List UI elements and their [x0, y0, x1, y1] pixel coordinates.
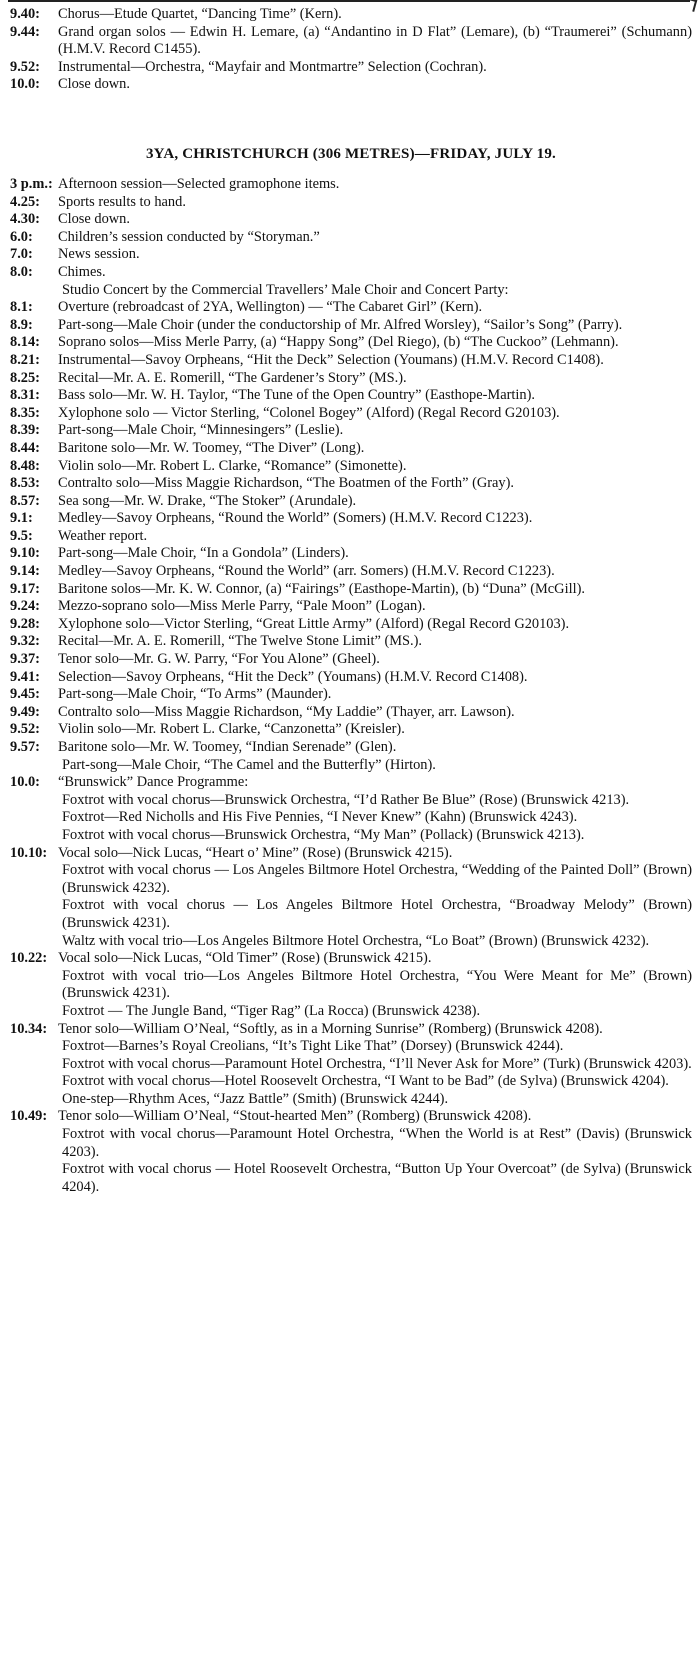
programme-text: Tenor solo—Mr. G. W. Parry, “For You Alone” (Gheel). [58, 651, 380, 668]
previous-programme-item [10, 6, 692, 24]
time-label: 8.14: [10, 334, 40, 351]
time-label: 4.25: [10, 193, 40, 210]
time-label: 9.57: [10, 739, 40, 755]
time-label: 8.21: [10, 351, 40, 368]
programme-item [10, 581, 692, 599]
programme-item [10, 440, 692, 458]
programme-text: Baritone solos—Mr. K. W. Connor, (a) “Fairings” (Easthope-Martin), (b) “Duna” (McGill). [58, 580, 585, 597]
programme-item [10, 809, 692, 827]
programme-text: Afternoon session—Selected gramophone items. [58, 176, 340, 192]
programme-text: News session. [58, 246, 140, 263]
programme-text: Medley—Savoy Orpheans, “Round the World” (Somers) (H.M.V. Record C1223). [58, 510, 533, 527]
time-label: 8.25: [10, 369, 40, 386]
programme-item [10, 317, 692, 335]
programme-text: Baritone solo—Mr. W. Toomey, “Indian Serenade” (Glen). [58, 739, 397, 755]
previous-programme-item [10, 24, 692, 59]
programme-text: Xylophone solo—Victor Sterling, “Great Little Army” (Alford) (Regal Record G20103). [58, 615, 570, 632]
programme-text: Foxtrot with vocal chorus — Los Angeles Biltmore Hotel Orchestra, “Broadway Melody” (Brown) (Brunswick 4231). [62, 897, 692, 931]
time-label: 9.17: [10, 580, 40, 597]
programme-text: Foxtrot with vocal chorus—Brunswick Orchestra, “I’d Rather Be Blue” (Rose) (Brunswick 4213). [62, 791, 630, 808]
time-label: 10.34: [10, 1020, 48, 1037]
programme-text: Soprano solos—Miss Merle Parry, (a) “Happy Song” (Del Riego), (b) “The Cuckoo” (Lehmann). [58, 334, 619, 351]
programme-text: Grand organ solos — Edwin H. Lemare, (a) “Andantino in D Flat” (Lemare), (b) “Traumerei” (Schumann) (H.M.V. Record C1455). [58, 23, 692, 58]
time-label: 9.40: [10, 6, 40, 22]
programme-item [10, 1091, 692, 1109]
programme-item [10, 545, 692, 563]
programme-text: Xylophone solo — Victor Sterling, “Colonel Bogey” (Alford) (Regal Record G20103). [58, 404, 560, 421]
programme-item [10, 950, 692, 968]
programme-item [10, 598, 692, 616]
time-label: 4.30: [10, 211, 40, 228]
time-label: 10.0: [10, 774, 40, 791]
time-label: 8.48: [10, 457, 40, 474]
programme-text: Baritone solo—Mr. W. Toomey, “The Diver” (Long). [58, 439, 365, 456]
programme-text: Studio Concert by the Commercial Travellers’ Male Choir and Concert Party: [62, 281, 509, 298]
time-label: 8.1: [10, 299, 33, 316]
time-label: 7.0: [10, 246, 33, 263]
programme-item [10, 633, 692, 651]
programme-item [10, 704, 692, 722]
time-label: 8.31: [10, 387, 40, 404]
programme-text: Close down. [58, 76, 130, 93]
time-label: 8.9: [10, 316, 33, 333]
time-label: 9.37: [10, 651, 40, 668]
programme-text: Medley—Savoy Orpheans, “Round the World” (arr. Somers) (H.M.V. Record C1223). [58, 563, 555, 580]
time-label: 9.14: [10, 563, 40, 580]
programme-item [10, 686, 692, 704]
station-heading: 3YA, CHRISTCHURCH (306 METRES)—FRIDAY, JULY 19. [145, 146, 557, 162]
programme-text: Foxtrot with vocal trio—Los Angeles Biltmore Hotel Orchestra, “You Were Meant for Me” (Brown) (Brunswick 4231). [62, 967, 692, 1002]
programme-item [10, 352, 692, 370]
programme-item [10, 968, 692, 1003]
programme-text: Part-song—Male Choir, “Minnesingers” (Leslie). [58, 422, 344, 439]
programme-item [10, 1056, 692, 1074]
programme-item [10, 792, 692, 810]
programme-text: Foxtrot with vocal chorus — Hotel Roosevelt Orchestra, “Button Up Your Overcoat” (de Sylva) (Brunswick 4204). [62, 1161, 692, 1195]
programme-text: Part-song—Male Choir, “To Arms” (Maunder). [58, 686, 332, 703]
programme-text: Overture (rebroadcast of 2YA, Wellington) — “The Cabaret Girl” (Kern). [58, 299, 483, 316]
previous-programme-item [10, 76, 692, 94]
programme-text: Violin solo—Mr. Robert L. Clarke, “Canzonetta” (Kreisler). [58, 721, 405, 738]
programme-text: Instrumental—Orchestra, “Mayfair and Montmartre” Selection (Cochran). [58, 58, 487, 75]
programme-text: Close down. [58, 211, 130, 228]
time-label: 9.28: [10, 615, 40, 632]
programme-text: Chorus—Etude Quartet, “Dancing Time” (Kern). [58, 6, 342, 22]
programme-text: Weather report. [58, 527, 148, 544]
programme-text: Foxtrot with vocal chorus—Paramount Hotel Orchestra, “I’ll Never Ask for More” (Turk) (Brunswick 4203). [62, 1055, 692, 1072]
programme-text: Chimes. [58, 263, 106, 280]
programme-item [10, 370, 692, 388]
programme-item [10, 405, 692, 423]
programme-text: “Brunswick” Dance Programme: [58, 774, 249, 791]
programme-item [10, 669, 692, 687]
programme-text: Tenor solo—William O’Neal, “Softly, as in a Morning Sunrise” (Romberg) (Brunswick 4208). [58, 1020, 603, 1037]
time-label: 8.53: [10, 475, 40, 492]
time-label: 9.24: [10, 598, 40, 615]
programme-item [10, 1126, 692, 1161]
time-label: 9.10: [10, 545, 40, 562]
programme-text: Mezzo-soprano solo—Miss Merle Parry, “Pale Moon” (Logan). [58, 598, 426, 615]
programme-text: Foxtrot with vocal chorus—Hotel Roosevelt Orchestra, “I Want to be Bad” (de Sylva) (Brunswick 4204). [62, 1073, 669, 1090]
programme-text: Foxtrot with vocal chorus—Paramount Hotel Orchestra, “When the World is at Rest” (Davis) (Brunswick 4203). [62, 1126, 692, 1160]
time-label: 9.52: [10, 721, 40, 738]
time-label: 8.0: [10, 263, 33, 280]
programme-item [10, 827, 692, 845]
programme-item [10, 933, 692, 951]
programme-text: Recital—Mr. A. E. Romerill, “The Twelve Stone Limit” (MS.). [58, 633, 423, 650]
top-rule [8, 0, 690, 2]
programme-item [10, 774, 692, 792]
programme-text: Foxtrot—Red Nicholls and His Five Pennies, “I Never Knew” (Kahn) (Brunswick 4243). [62, 809, 578, 826]
programme-item [10, 493, 692, 511]
programme-text: Contralto solo—Miss Maggie Richardson, “My Laddie” (Thayer, arr. Lawson). [58, 703, 515, 720]
programme-item [10, 1108, 692, 1126]
programme-item [10, 475, 692, 493]
programme-item [10, 1073, 692, 1091]
programme-item [10, 1038, 692, 1056]
time-label: 10.49: [10, 1108, 48, 1125]
previous-programme-item [10, 59, 692, 77]
time-label: 8.44: [10, 439, 40, 456]
programme-item [10, 1161, 692, 1196]
programme-text: Bass solo—Mr. W. H. Taylor, “The Tune of the Open Country” (Easthope-Martin). [58, 387, 535, 404]
programme-item [10, 1003, 692, 1021]
programme-text: Foxtrot with vocal chorus — Los Angeles Biltmore Hotel Orchestra, “Wedding of the Painted Doll” (Brown) (Brunswick 4232). [62, 862, 692, 896]
programme-item [10, 229, 692, 247]
programme-text: Part-song—Male Choir, “In a Gondola” (Linders). [58, 545, 349, 562]
time-label: 8.57: [10, 492, 40, 509]
programme-text: Selection—Savoy Orpheans, “Hit the Deck” (Youmans) (H.M.V. Record C1408). [58, 668, 528, 685]
programme-item [10, 897, 692, 932]
programme-item [10, 194, 692, 212]
time-label: 6.0: [10, 228, 33, 245]
programme-text: Violin solo—Mr. Robert L. Clarke, “Romance” (Simonette). [58, 457, 407, 474]
programme-text: Waltz with vocal trio—Los Angeles Biltmore Hotel Orchestra, “Lo Boat” (Brown) (Brunswick 4232). [62, 932, 650, 949]
time-label: 9.5: [10, 527, 33, 544]
programme-text: Sports results to hand. [58, 193, 186, 210]
programme-text: Contralto solo—Miss Maggie Richardson, “The Boatmen of the Forth” (Gray). [58, 475, 515, 492]
time-label: 9.52: [10, 58, 40, 75]
programme-item [10, 211, 692, 229]
time-label: 9.1: [10, 510, 33, 527]
programme-item [10, 387, 692, 405]
programme-item [10, 176, 692, 194]
programme-text: Vocal solo—Nick Lucas, “Heart o’ Mine” (Rose) (Brunswick 4215). [58, 844, 453, 861]
programme-text: Recital—Mr. A. E. Romerill, “The Gardener’s Story” (MS.). [58, 369, 407, 386]
previous-station-section [10, 6, 692, 94]
programme-item [10, 739, 692, 757]
programme-item [10, 563, 692, 581]
programme-item [10, 862, 692, 897]
programme-item [10, 299, 692, 317]
programme-text: Part-song—Male Choir (under the conductorship of Mr. Alfred Worsley), “Sailor’s Song” (Parry). [58, 316, 623, 333]
time-label: 8.35: [10, 404, 40, 421]
programme-text: Instrumental—Savoy Orpheans, “Hit the Deck” Selection (Youmans) (H.M.V. Record C1408). [58, 351, 604, 368]
programme-item [10, 246, 692, 264]
time-label: 10.22: [10, 950, 48, 967]
time-label: 9.44: [10, 23, 40, 40]
programme-item [10, 510, 692, 528]
programme-text: Sea song—Mr. W. Drake, “The Stoker” (Arundale). [58, 492, 357, 509]
programme-text: Foxtrot—Barnes’s Royal Creolians, “It’s Tight Like That” (Dorsey) (Brunswick 4244). [62, 1038, 564, 1055]
programme-item [10, 845, 692, 863]
programme-item [10, 757, 692, 775]
time-label: 10.10: [10, 844, 48, 861]
programme-text: Vocal solo—Nick Lucas, “Old Timer” (Rose) (Brunswick 4215). [58, 950, 432, 967]
programme-text: Children’s session conducted by “Storyman.” [58, 228, 320, 245]
programme-item [10, 282, 692, 300]
programme-text: One-step—Rhythm Aces, “Jazz Battle” (Smith) (Brunswick 4244). [62, 1090, 449, 1107]
programme-text: Foxtrot — The Jungle Band, “Tiger Rag” (La Rocca) (Brunswick 4238). [62, 1002, 481, 1019]
programme-item [10, 422, 692, 440]
time-label: 9.32: [10, 633, 40, 650]
programme-item [10, 651, 692, 669]
time-label: 10.0: [10, 76, 40, 93]
programme-item [10, 458, 692, 476]
programme-text: Foxtrot with vocal chorus—Brunswick Orchestra, “My Man” (Pollack) (Brunswick 4213). [62, 826, 585, 843]
programme-item [10, 616, 692, 634]
programme-item [10, 1021, 692, 1039]
programme-item [10, 334, 692, 352]
programme-item [10, 721, 692, 739]
time-label: 9.49: [10, 703, 40, 720]
time-label: 9.45: [10, 686, 40, 703]
programme-list [10, 176, 692, 1196]
programme-text: Part-song—Male Choir, “The Camel and the Butterfly” (Hirton). [62, 756, 436, 773]
programme-item [10, 528, 692, 546]
time-label: 3 p.m.: [10, 176, 53, 192]
programme-item [10, 264, 692, 282]
time-label: 8.39: [10, 422, 40, 439]
programme-text: Tenor solo—William O’Neal, “Stout-hearted Men” (Romberg) (Brunswick 4208). [58, 1108, 532, 1125]
time-label: 9.41: [10, 668, 40, 685]
